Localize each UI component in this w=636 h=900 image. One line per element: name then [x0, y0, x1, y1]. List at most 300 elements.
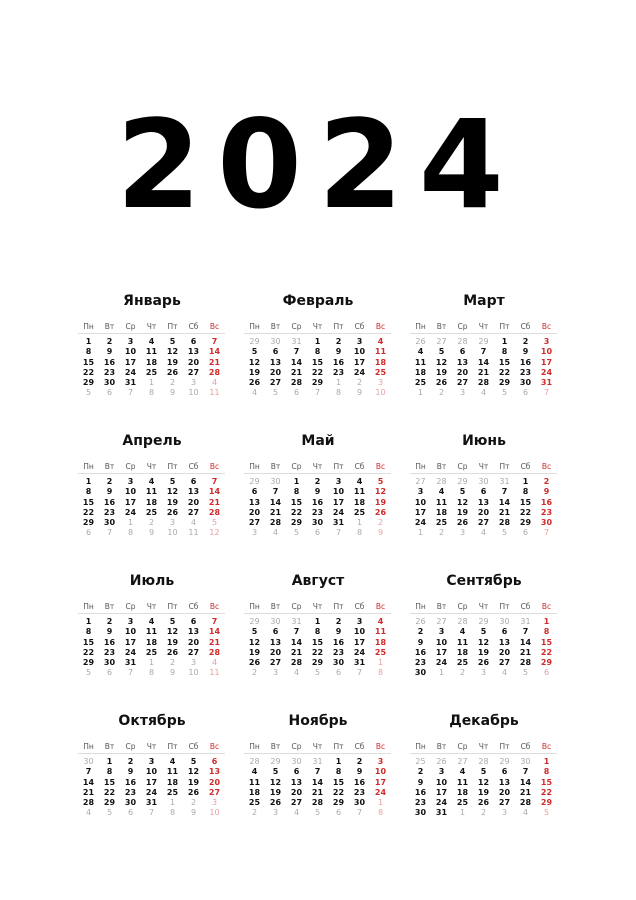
- day-cell: 22: [540, 787, 553, 797]
- day-cell: 15: [540, 777, 553, 787]
- day-cell: 17: [124, 497, 137, 507]
- day-cell: 16: [519, 357, 532, 367]
- weekday-header: Ср: [457, 322, 468, 331]
- weekday-header: Пн: [83, 742, 94, 751]
- day-cell: 29: [311, 658, 324, 668]
- day-cell: 2: [417, 767, 424, 777]
- day-cell: 11: [456, 637, 469, 647]
- day-cell: 18: [145, 637, 158, 647]
- day-cell: 7: [522, 627, 529, 637]
- day-cell: 24: [145, 787, 158, 797]
- day-cell: 11: [414, 357, 427, 367]
- adjacent-month-day: 1: [356, 518, 363, 528]
- day-cell: 7: [314, 767, 321, 777]
- weekday-header: Пн: [415, 462, 426, 471]
- day-cell: 3: [543, 337, 550, 346]
- day-cell: 2: [543, 477, 550, 486]
- day-cell: 16: [103, 497, 116, 507]
- day-grid: [410, 321, 558, 399]
- day-cell: 5: [190, 757, 197, 766]
- weekday-header: Вт: [104, 602, 115, 611]
- weekday-header: Вс: [375, 602, 386, 611]
- day-cell: 6: [272, 627, 279, 637]
- weekday-header: Ср: [291, 602, 302, 611]
- day-cell: 27: [477, 518, 490, 528]
- day-cell: 12: [456, 497, 469, 507]
- day-cell: 31: [435, 808, 448, 818]
- day-cell: 5: [251, 627, 258, 637]
- day-cell: 7: [522, 767, 529, 777]
- day-cell: 24: [124, 647, 137, 657]
- day-cell: 31: [332, 518, 345, 528]
- day-cell: 27: [187, 367, 200, 377]
- month-name: Февраль: [282, 293, 354, 309]
- day-cell: 11: [145, 627, 158, 637]
- day-cell: 8: [293, 487, 300, 497]
- day-cell: 1: [85, 337, 92, 346]
- month-name: Декабрь: [449, 713, 519, 729]
- day-cell: 26: [477, 658, 490, 668]
- day-cell: 2: [314, 477, 321, 486]
- day-cell: 12: [477, 637, 490, 647]
- weekday-header: Сб: [520, 602, 531, 611]
- adjacent-month-day: 30: [83, 757, 94, 766]
- adjacent-month-day: 2: [438, 528, 445, 538]
- day-cell: 12: [477, 777, 490, 787]
- day-cell: 10: [435, 777, 448, 787]
- month-name: Январь: [123, 293, 181, 309]
- adjacent-month-day: 7: [127, 388, 134, 398]
- day-cell: 17: [435, 787, 448, 797]
- day-cell: 28: [311, 798, 324, 808]
- weekday-header: Вс: [209, 742, 220, 751]
- adjacent-month-day: 1: [438, 668, 445, 678]
- weekday-header: Чт: [478, 602, 489, 611]
- day-cell: 25: [166, 787, 179, 797]
- day-cell: 8: [543, 767, 550, 777]
- weekday-header: Вт: [436, 462, 447, 471]
- day-cell: 13: [269, 637, 282, 647]
- adjacent-month-day: 26: [415, 617, 426, 626]
- day-cell: 17: [374, 777, 387, 787]
- day-grid: [78, 601, 226, 679]
- weekday-header: Пн: [415, 602, 426, 611]
- day-cell: 1: [85, 617, 92, 626]
- weekday-header: Сб: [188, 742, 199, 751]
- adjacent-month-day: 5: [293, 528, 300, 538]
- weekday-header: Вс: [541, 602, 552, 611]
- adjacent-month-day: 6: [85, 528, 92, 538]
- adjacent-month-day: 2: [438, 388, 445, 398]
- day-cell: 18: [414, 367, 427, 377]
- day-cell: 22: [332, 787, 345, 797]
- day-cell: 20: [290, 787, 303, 797]
- day-cell: 13: [456, 357, 469, 367]
- day-cell: 18: [145, 357, 158, 367]
- weekday-header: Сб: [188, 602, 199, 611]
- weekday-header: Сб: [520, 462, 531, 471]
- day-cell: 2: [106, 477, 113, 486]
- day-cell: 9: [106, 347, 113, 357]
- day-cell: 29: [332, 798, 345, 808]
- day-cell: 3: [438, 627, 445, 637]
- adjacent-month-day: 27: [436, 337, 447, 346]
- adjacent-month-day: 3: [190, 658, 197, 668]
- day-cell: 22: [311, 647, 324, 657]
- day-cell: 29: [540, 798, 553, 808]
- adjacent-month-day: 31: [520, 617, 531, 626]
- day-grid: [244, 461, 392, 539]
- adjacent-month-day: 4: [190, 518, 197, 528]
- adjacent-month-day: 6: [522, 388, 529, 398]
- day-cell: 25: [456, 798, 469, 808]
- weekday-header: Чт: [478, 322, 489, 331]
- day-cell: 10: [435, 637, 448, 647]
- adjacent-month-day: 30: [270, 477, 281, 486]
- day-cell: 13: [498, 637, 511, 647]
- weekday-header: Ср: [291, 742, 302, 751]
- adjacent-month-day: 4: [211, 658, 218, 668]
- weekday-header: Пт: [499, 462, 510, 471]
- day-cell: 13: [208, 767, 221, 777]
- day-grid: [410, 741, 558, 819]
- month-1: [78, 290, 226, 430]
- adjacent-month-day: 30: [270, 337, 281, 346]
- adjacent-month-day: 29: [270, 757, 281, 766]
- day-cell: 12: [269, 777, 282, 787]
- day-cell: 4: [377, 337, 384, 346]
- day-cell: 19: [187, 777, 200, 787]
- adjacent-month-day: 9: [169, 388, 176, 398]
- adjacent-month-day: 3: [272, 668, 279, 678]
- day-cell: 15: [82, 637, 95, 647]
- day-cell: 27: [269, 658, 282, 668]
- weekday-header: Ср: [457, 742, 468, 751]
- day-cell: 11: [435, 497, 448, 507]
- header-divider: [244, 613, 391, 614]
- day-cell: 5: [480, 627, 487, 637]
- weekday-header: Пн: [415, 742, 426, 751]
- day-cell: 8: [314, 347, 321, 357]
- day-cell: 18: [456, 647, 469, 657]
- month-5: [244, 430, 392, 570]
- weekday-header: Вт: [104, 742, 115, 751]
- weekday-header: Сб: [354, 322, 365, 331]
- adjacent-month-day: 27: [415, 477, 426, 486]
- weekday-header: Ср: [125, 462, 136, 471]
- adjacent-month-day: 7: [356, 808, 363, 818]
- day-cell: 19: [477, 647, 490, 657]
- day-cell: 28: [477, 378, 490, 388]
- month-name: Июль: [129, 573, 175, 589]
- day-cell: 4: [148, 617, 155, 626]
- weekday-header: Пт: [167, 742, 178, 751]
- day-cell: 14: [519, 637, 532, 647]
- day-cell: 1: [106, 757, 113, 766]
- weekday-header: Вт: [270, 602, 281, 611]
- day-cell: 6: [190, 337, 197, 346]
- day-cell: 24: [332, 507, 345, 517]
- day-cell: 20: [187, 357, 200, 367]
- day-cell: 17: [332, 497, 345, 507]
- adjacent-month-day: 5: [543, 808, 550, 818]
- day-cell: 16: [414, 787, 427, 797]
- day-cell: 23: [519, 367, 532, 377]
- adjacent-month-day: 10: [167, 528, 178, 538]
- day-cell: 9: [314, 487, 321, 497]
- day-cell: 30: [311, 518, 324, 528]
- day-cell: 30: [124, 798, 137, 808]
- weekday-header: Ср: [125, 742, 136, 751]
- weekday-header: Вс: [209, 602, 220, 611]
- day-cell: 25: [374, 647, 387, 657]
- day-cell: 1: [501, 337, 508, 346]
- adjacent-month-day: 6: [543, 668, 550, 678]
- adjacent-month-day: 8: [356, 528, 363, 538]
- day-cell: 28: [82, 798, 95, 808]
- adjacent-month-day: 8: [148, 668, 155, 678]
- day-cell: 26: [477, 798, 490, 808]
- day-cell: 16: [332, 637, 345, 647]
- day-cell: 16: [353, 777, 366, 787]
- adjacent-month-day: 30: [478, 477, 489, 486]
- day-cell: 17: [540, 357, 553, 367]
- day-cell: 17: [435, 647, 448, 657]
- day-cell: 3: [438, 767, 445, 777]
- adjacent-month-day: 8: [169, 808, 176, 818]
- adjacent-month-day: 4: [293, 808, 300, 818]
- weekday-header: Пт: [333, 742, 344, 751]
- day-cell: 3: [335, 477, 342, 486]
- adjacent-month-day: 11: [188, 528, 199, 538]
- weekday-header: Вт: [104, 462, 115, 471]
- day-cell: 29: [498, 378, 511, 388]
- day-cell: 19: [166, 357, 179, 367]
- adjacent-month-day: 28: [457, 337, 468, 346]
- weekday-header: Сб: [520, 322, 531, 331]
- month-name: Май: [301, 433, 335, 449]
- day-cell: 26: [166, 647, 179, 657]
- day-cell: 26: [269, 798, 282, 808]
- day-cell: 1: [314, 337, 321, 346]
- day-cell: 4: [459, 767, 466, 777]
- day-cell: 1: [543, 617, 550, 626]
- day-cell: 8: [543, 627, 550, 637]
- day-cell: 11: [145, 347, 158, 357]
- adjacent-month-day: 7: [314, 388, 321, 398]
- adjacent-month-day: 1: [377, 798, 384, 808]
- day-cell: 15: [498, 357, 511, 367]
- day-cell: 11: [456, 777, 469, 787]
- adjacent-month-day: 29: [499, 757, 510, 766]
- day-cell: 22: [311, 367, 324, 377]
- month-11: [244, 710, 392, 850]
- day-cell: 18: [248, 787, 261, 797]
- day-cell: 22: [103, 787, 116, 797]
- day-cell: 27: [269, 378, 282, 388]
- adjacent-month-day: 5: [501, 528, 508, 538]
- adjacent-month-day: 6: [127, 808, 134, 818]
- adjacent-month-day: 6: [314, 528, 321, 538]
- day-cell: 5: [377, 477, 384, 486]
- month-name: Октябрь: [118, 713, 186, 729]
- day-cell: 25: [248, 798, 261, 808]
- adjacent-month-day: 2: [169, 378, 176, 388]
- day-cell: 6: [480, 487, 487, 497]
- day-cell: 10: [353, 627, 366, 637]
- header-divider: [244, 473, 391, 474]
- month-10: [78, 710, 226, 850]
- day-cell: 24: [540, 367, 553, 377]
- day-cell: 26: [248, 378, 261, 388]
- day-cell: 9: [335, 347, 342, 357]
- day-cell: 9: [106, 487, 113, 497]
- weekday-header: Вт: [436, 602, 447, 611]
- day-cell: 18: [374, 357, 387, 367]
- day-cell: 5: [169, 477, 176, 486]
- month-2: [244, 290, 392, 430]
- day-cell: 24: [124, 507, 137, 517]
- day-cell: 17: [353, 637, 366, 647]
- day-cell: 6: [190, 477, 197, 486]
- day-cell: 14: [208, 487, 221, 497]
- day-cell: 31: [124, 658, 137, 668]
- weekday-header: Вт: [104, 322, 115, 331]
- adjacent-month-day: 30: [520, 757, 531, 766]
- day-cell: 8: [501, 347, 508, 357]
- day-cell: 8: [106, 767, 113, 777]
- day-cell: 18: [374, 637, 387, 647]
- day-cell: 25: [435, 518, 448, 528]
- day-cell: 9: [417, 637, 424, 647]
- day-cell: 11: [145, 487, 158, 497]
- day-cell: 26: [374, 507, 387, 517]
- day-cell: 7: [293, 627, 300, 637]
- day-cell: 28: [208, 507, 221, 517]
- day-cell: 20: [456, 367, 469, 377]
- header-divider: [410, 333, 557, 334]
- header-divider: [410, 753, 557, 754]
- month-name: Июнь: [462, 433, 506, 449]
- weekday-header: Вт: [436, 742, 447, 751]
- adjacent-month-day: 29: [249, 477, 260, 486]
- weekday-header: Ср: [125, 602, 136, 611]
- day-cell: 19: [435, 367, 448, 377]
- weekday-header: Пн: [249, 322, 260, 331]
- adjacent-month-day: 2: [190, 798, 197, 808]
- month-12: [410, 710, 558, 850]
- day-cell: 3: [417, 487, 424, 497]
- adjacent-month-day: 10: [188, 388, 199, 398]
- day-cell: 31: [353, 658, 366, 668]
- day-cell: 14: [82, 777, 95, 787]
- day-cell: 23: [332, 367, 345, 377]
- weekday-header: Ср: [291, 462, 302, 471]
- day-cell: 28: [519, 658, 532, 668]
- month-8: [244, 570, 392, 710]
- day-cell: 28: [208, 647, 221, 657]
- day-cell: 7: [211, 337, 218, 346]
- weekday-header: Чт: [146, 742, 157, 751]
- day-cell: 19: [374, 497, 387, 507]
- day-cell: 5: [169, 337, 176, 346]
- weekday-header: Вс: [209, 462, 220, 471]
- day-cell: 4: [417, 347, 424, 357]
- day-cell: 12: [374, 487, 387, 497]
- adjacent-month-day: 26: [415, 337, 426, 346]
- adjacent-month-day: 3: [459, 528, 466, 538]
- weekday-header: Чт: [312, 602, 323, 611]
- adjacent-month-day: 2: [169, 658, 176, 668]
- day-cell: 18: [145, 497, 158, 507]
- day-cell: 28: [290, 658, 303, 668]
- day-cell: 18: [353, 497, 366, 507]
- day-cell: 30: [414, 668, 427, 678]
- year-title: 2024: [116, 94, 520, 236]
- day-cell: 9: [543, 487, 550, 497]
- day-cell: 22: [82, 367, 95, 377]
- adjacent-month-day: 12: [209, 528, 220, 538]
- adjacent-month-day: 5: [272, 388, 279, 398]
- adjacent-month-day: 31: [499, 477, 510, 486]
- day-cell: 16: [540, 497, 553, 507]
- day-cell: 13: [477, 497, 490, 507]
- day-cell: 7: [272, 487, 279, 497]
- day-cell: 11: [166, 767, 179, 777]
- day-grid: [410, 461, 558, 539]
- day-cell: 28: [269, 518, 282, 528]
- day-cell: 10: [540, 347, 553, 357]
- day-cell: 8: [85, 627, 92, 637]
- weekday-header: Пн: [83, 462, 94, 471]
- adjacent-month-day: 4: [211, 378, 218, 388]
- month-name: Март: [463, 293, 505, 309]
- day-cell: 25: [353, 507, 366, 517]
- weekday-header: Пн: [415, 322, 426, 331]
- day-cell: 4: [356, 477, 363, 486]
- day-cell: 13: [187, 627, 200, 637]
- day-cell: 21: [519, 647, 532, 657]
- weekday-header: Пт: [499, 322, 510, 331]
- adjacent-month-day: 4: [501, 668, 508, 678]
- adjacent-month-day: 30: [291, 757, 302, 766]
- day-cell: 26: [248, 658, 261, 668]
- day-cell: 1: [522, 477, 529, 486]
- weekday-header: Чт: [146, 462, 157, 471]
- weekday-header: Ср: [457, 602, 468, 611]
- day-cell: 31: [124, 378, 137, 388]
- adjacent-month-day: 3: [211, 798, 218, 808]
- adjacent-month-day: 3: [480, 668, 487, 678]
- day-cell: 20: [477, 507, 490, 517]
- adjacent-month-day: 1: [148, 378, 155, 388]
- day-cell: 19: [166, 637, 179, 647]
- adjacent-month-day: 9: [190, 808, 197, 818]
- day-cell: 20: [187, 637, 200, 647]
- adjacent-month-day: 7: [356, 668, 363, 678]
- weekday-header: Сб: [354, 742, 365, 751]
- day-cell: 6: [211, 757, 218, 766]
- day-cell: 13: [187, 347, 200, 357]
- day-cell: 17: [353, 357, 366, 367]
- adjacent-month-day: 30: [270, 617, 281, 626]
- day-cell: 8: [85, 347, 92, 357]
- adjacent-month-day: 7: [106, 528, 113, 538]
- day-cell: 9: [356, 767, 363, 777]
- day-cell: 12: [166, 627, 179, 637]
- day-cell: 12: [166, 487, 179, 497]
- weekday-header: Чт: [478, 462, 489, 471]
